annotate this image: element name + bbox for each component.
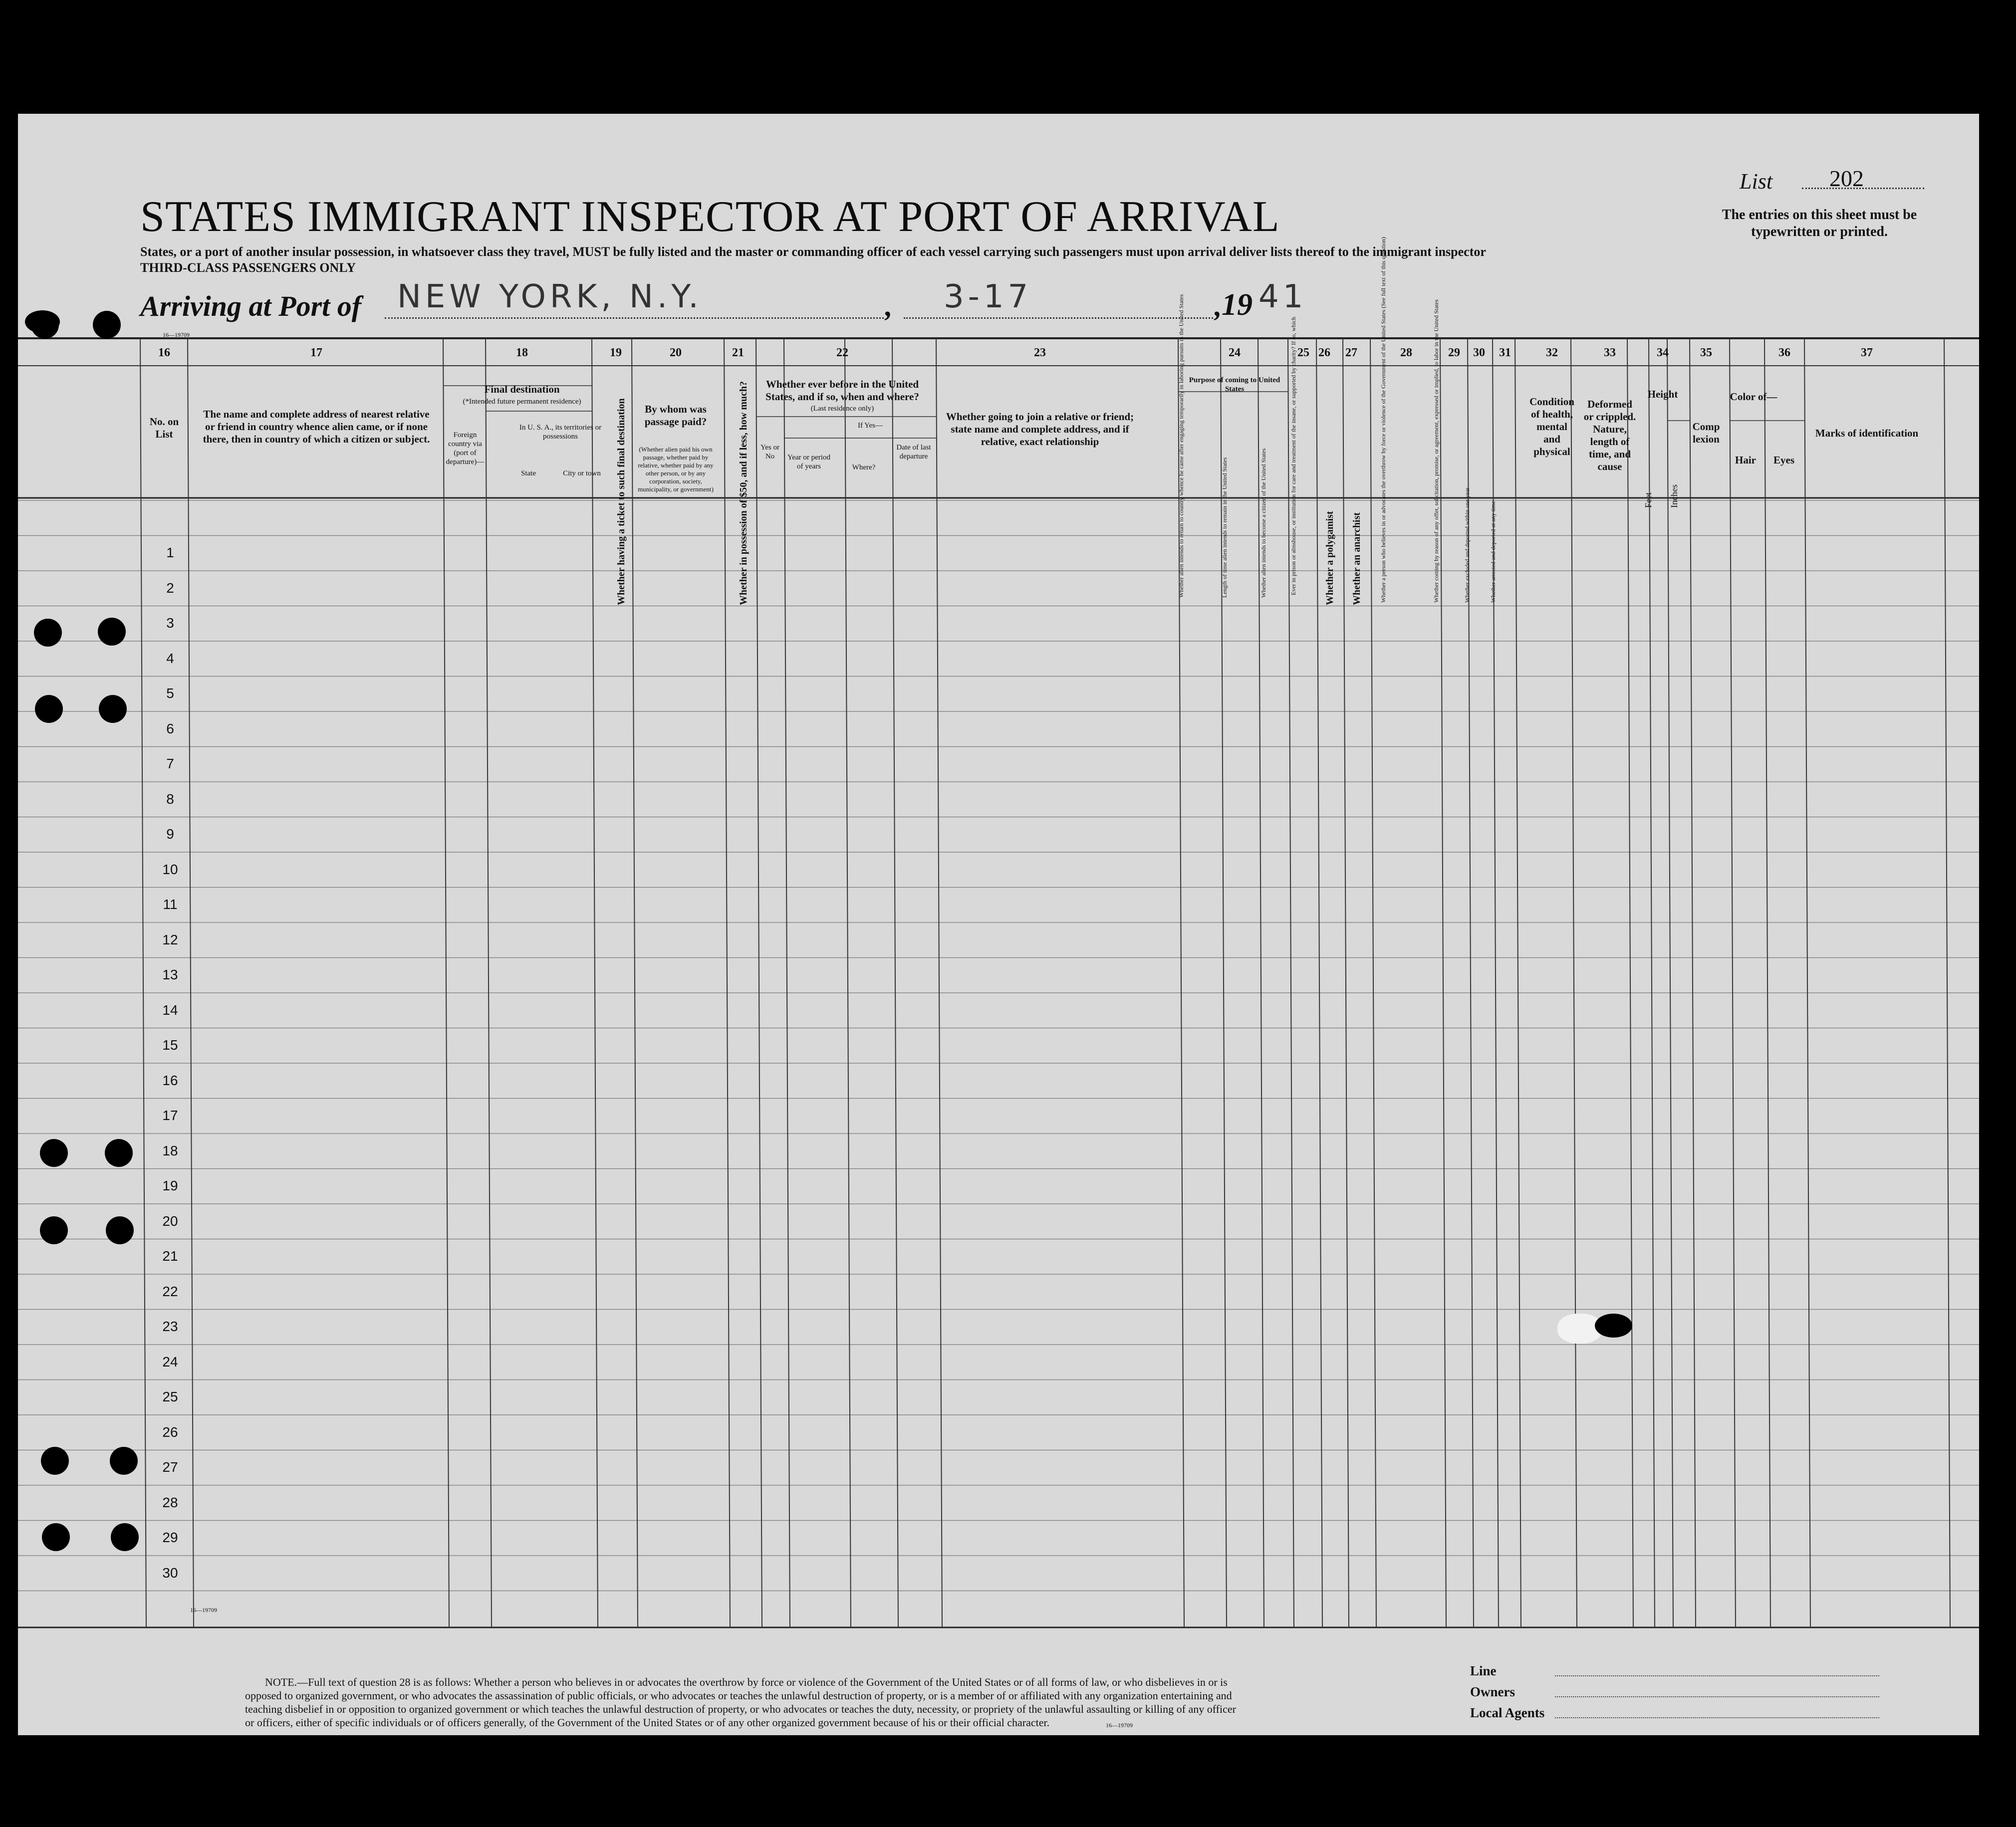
typewritten-instruction: The entries on this sheet must be typewritten or printed. <box>1722 207 1917 239</box>
column-rule <box>1627 338 1633 1627</box>
row-number: 3 <box>166 615 174 631</box>
header-col28: Whether a person who believes in or advocates the overthrow by force or violence of the Government of the United States (See full text of this question) <box>1380 236 1387 603</box>
list-number-line <box>1802 188 1924 189</box>
header-col29: Whether coming by reason of any offer, solicitation, promise, or agreement, expressed or implied, to labor in the United States <box>1433 299 1440 603</box>
row-number: 2 <box>166 580 174 596</box>
row-number: 10 <box>162 861 178 877</box>
row-number: 23 <box>162 1319 178 1335</box>
date-line <box>904 317 1213 319</box>
column-number: 36 <box>1778 346 1790 359</box>
header-col21: Whether in possession of $50, and if less, how much? <box>738 381 749 605</box>
row-number: 4 <box>166 650 174 666</box>
punch-hole <box>34 619 62 647</box>
column-rule <box>1764 338 1770 1627</box>
column-number: 30 <box>1473 346 1485 359</box>
column-number: 17 <box>310 346 322 359</box>
small-code: 16—19709 <box>163 331 190 338</box>
header-col19: Whether having a ticket to such final destination <box>616 398 627 605</box>
column-rule <box>1730 338 1736 1627</box>
column-number: 16 <box>158 346 170 359</box>
comma-separator-2: , <box>1215 290 1222 322</box>
footer-agents-rule <box>1555 1717 1879 1718</box>
column-number: 31 <box>1499 346 1511 359</box>
column-number: 21 <box>732 346 744 359</box>
punch-hole <box>99 695 127 723</box>
column-rule <box>486 338 492 1627</box>
column-rule <box>592 338 598 1627</box>
row-number: 26 <box>162 1424 178 1440</box>
list-number: 202 <box>1829 166 1864 191</box>
column-number: 33 <box>1604 346 1616 359</box>
header-col22-note: (Last residence only) <box>810 405 874 413</box>
row-number: 24 <box>162 1354 178 1370</box>
header-col18-title: Final destination <box>484 383 560 395</box>
header-col36-hair: Hair <box>1735 454 1756 466</box>
punch-hole <box>40 1139 68 1167</box>
header-col18-usa: In U. S. A., its territories or possessions <box>519 424 602 441</box>
port-line <box>385 317 884 319</box>
row-number: 22 <box>162 1283 178 1299</box>
form-code-bottom: 16—19709 <box>190 1606 217 1613</box>
header-col24a: Whether alien intends to return to country whence he came after engaging temporarily in laboring pursuits in the United States <box>1178 294 1185 598</box>
header-col24c: Whether alien intends to become a citizen of the United States <box>1260 448 1267 598</box>
column-number: 20 <box>670 346 682 359</box>
column-number: 28 <box>1400 346 1412 359</box>
row-number: 18 <box>162 1142 178 1158</box>
row-number: 29 <box>162 1530 178 1546</box>
header-col18-city: City or town <box>563 469 601 477</box>
column-number: 34 <box>1657 346 1669 359</box>
header-no-on-list: No. on List <box>149 416 179 440</box>
column-number: 25 <box>1297 346 1309 359</box>
header-col30: Whether excluded and deported within one year <box>1464 487 1471 603</box>
header-col25: Ever in prison or almshouse, or institution for care and treatment of the insane, or supported by charity? If so, which <box>1290 316 1297 595</box>
column-rule <box>140 338 146 1627</box>
column-rule <box>1804 338 1810 1627</box>
manifest-sheet <box>18 114 1979 1735</box>
column-rule <box>936 338 942 1627</box>
row-number: 6 <box>166 720 174 736</box>
header-col23: Whether going to join a relative or friend; state name and complete address, and if relative, exact relationship <box>946 411 1134 448</box>
row-number: 17 <box>162 1108 178 1124</box>
header-col20-note: (Whether alien paid his own passage, whether paid by relative, whether paid by any other person, or by any corporation, society, municipality, or government) <box>638 446 714 493</box>
comma-separator: , <box>885 290 893 322</box>
header-col20-title: By whom was passage paid? <box>644 403 707 428</box>
header-col36-eyes: Eyes <box>1773 454 1794 466</box>
punch-hole <box>98 618 126 646</box>
punch-hole <box>106 1216 134 1244</box>
punch-hole <box>41 1447 69 1475</box>
row-number: 7 <box>166 756 174 772</box>
punch-hole <box>42 1523 70 1551</box>
header-col37: Marks of identification <box>1815 427 1919 439</box>
column-rule <box>1343 338 1349 1627</box>
punch-hole <box>93 311 121 339</box>
footnote-question-28: NOTE.—Full text of question 28 is as follows: Whether a person who believes in or advocates the overthrow by force or violence of the Government of the United States or of all forms of law, or who disbelieves in or is opposed to organized government, or who advocates the assassination of public officials, or who advocates or teaches the unlawful destruction of property, or is a member of or affiliated with any organization entertaining and teaching disbelief in or opposition to organized government or which teaches the unlawful destruction of property, or who advocates or teaches the duty, necessity, or propriety of the unlawful assaulting or killing of any officer or officers, either of specific individuals or of officers generally, of the Government of the United States or of any other organized government because of his or their official character. <box>245 1676 1236 1729</box>
header-col22-year: Year or period of years <box>787 454 830 470</box>
arriving-label: Arriving at Port of <box>140 290 362 322</box>
header-col18-note: (*Intended future permanent residence) <box>463 398 581 406</box>
header-col34-feet: Feet <box>1643 492 1653 508</box>
form-code-footer: 16—19709 <box>1106 1722 1133 1729</box>
header-col22-date: Date of last departure <box>896 444 931 460</box>
column-rule <box>1440 338 1446 1627</box>
footer-agents-label: Local Agents <box>1470 1705 1545 1720</box>
column-number: 24 <box>1229 346 1241 359</box>
list-label: List <box>1740 169 1773 194</box>
year-handwritten: 41 <box>1259 278 1307 315</box>
column-rule <box>892 338 898 1627</box>
row-number: 9 <box>166 826 174 842</box>
header-col34-title: Height <box>1647 388 1678 400</box>
column-number: 26 <box>1318 346 1330 359</box>
header-col36-title: Color of— <box>1730 391 1777 403</box>
row-number: 12 <box>162 931 178 947</box>
column-number: 37 <box>1861 346 1873 359</box>
row-number: 14 <box>162 1002 178 1018</box>
column-rule <box>1370 338 1376 1627</box>
row-number: 16 <box>162 1072 178 1088</box>
column-rule <box>1667 338 1673 1627</box>
header-col24-title: Purpose of coming to United States <box>1189 376 1280 393</box>
year-printed: 19 <box>1222 288 1253 322</box>
row-number: 20 <box>162 1213 178 1229</box>
punch-hole <box>110 1447 138 1475</box>
column-number: 18 <box>516 346 528 359</box>
column-rule <box>1944 338 1950 1627</box>
header-col24b: Length of time alien intends to remain in the United States <box>1221 457 1228 598</box>
footer-owners-label: Owners <box>1470 1684 1515 1699</box>
column-number: 22 <box>836 346 848 359</box>
row-number: 30 <box>162 1565 178 1581</box>
footer-line-label: Line <box>1470 1663 1497 1678</box>
column-rule <box>845 338 851 1627</box>
header-col32: Condition of health, mental and physical <box>1529 396 1574 457</box>
column-number: 35 <box>1700 346 1712 359</box>
column-rule <box>443 338 449 1627</box>
row-number: 15 <box>162 1037 178 1053</box>
punch-hole <box>105 1139 133 1167</box>
footer-line-rule <box>1555 1675 1879 1676</box>
date-handwritten: 3-17 <box>944 278 1032 315</box>
column-rule <box>724 338 730 1627</box>
punch-hole <box>40 1216 68 1244</box>
column-rule <box>784 338 790 1627</box>
column-rule <box>632 338 638 1627</box>
header-col18-state: State <box>521 469 536 477</box>
punch-hole <box>111 1523 139 1551</box>
header-col22-yesno: Yes or No <box>760 444 780 460</box>
column-rule <box>756 338 762 1627</box>
header-col34-inches: Inches <box>1669 484 1679 508</box>
row-number: 19 <box>162 1178 178 1194</box>
column-number: 29 <box>1448 346 1460 359</box>
row-number: 25 <box>162 1389 178 1405</box>
header-col18-foreign: Foreign country via (port of departure)— <box>446 431 485 466</box>
row-number: 28 <box>162 1494 178 1510</box>
column-rule <box>1690 338 1696 1627</box>
column-number: 19 <box>610 346 622 359</box>
column-rule <box>1515 338 1521 1627</box>
header-col31: Whether arrested and deported at any time <box>1490 501 1497 603</box>
footer-owners-rule <box>1555 1696 1879 1697</box>
row-number: 11 <box>163 897 178 913</box>
header-col22-where: Where? <box>852 463 876 471</box>
port-handwritten: NEW YORK, N.Y. <box>397 278 703 315</box>
row-number: 1 <box>166 545 174 561</box>
header-col33: Deformed or crippled. Nature, length of time, and cause <box>1583 398 1636 472</box>
row-number: 5 <box>166 685 174 701</box>
column-number: 23 <box>1034 346 1046 359</box>
row-number: 13 <box>162 967 178 983</box>
class-line: THIRD-CLASS PASSENGERS ONLY <box>140 260 356 275</box>
form-subtitle: States, or a port of another insular possession, in whatsoever class they travel, MUST be fully listed and the master or commanding officer of each vessel carrying such passengers must upon arrival deliver lists thereof to the immigrant inspector <box>140 244 1486 259</box>
row-number: 8 <box>166 791 174 807</box>
column-number: 32 <box>1546 346 1558 359</box>
paper-hole <box>1595 1314 1632 1338</box>
header-col22-title: Whether ever before in the United States, and if so, when and where? <box>765 378 919 403</box>
punch-hole <box>25 310 60 333</box>
header-col26: Whether a polygamist <box>1324 511 1335 605</box>
header-col35: Complexion <box>1692 421 1720 445</box>
header-col17: The name and complete address of nearest relative or friend in country whence alien came, or if none there, then in country of which a citizen or subject. <box>203 408 430 445</box>
column-rule <box>1649 338 1655 1627</box>
column-rule <box>1571 338 1577 1627</box>
column-rule <box>1316 338 1322 1627</box>
header-col22-ifyes: If Yes— <box>857 422 883 430</box>
row-number: 27 <box>162 1459 178 1475</box>
row-number: 21 <box>162 1248 178 1264</box>
header-col27: Whether an anarchist <box>1351 512 1362 605</box>
form-title: STATES IMMIGRANT INSPECTOR AT PORT OF ARRIVAL <box>140 193 1280 241</box>
punch-hole <box>35 695 63 723</box>
column-number: 27 <box>1345 346 1357 359</box>
